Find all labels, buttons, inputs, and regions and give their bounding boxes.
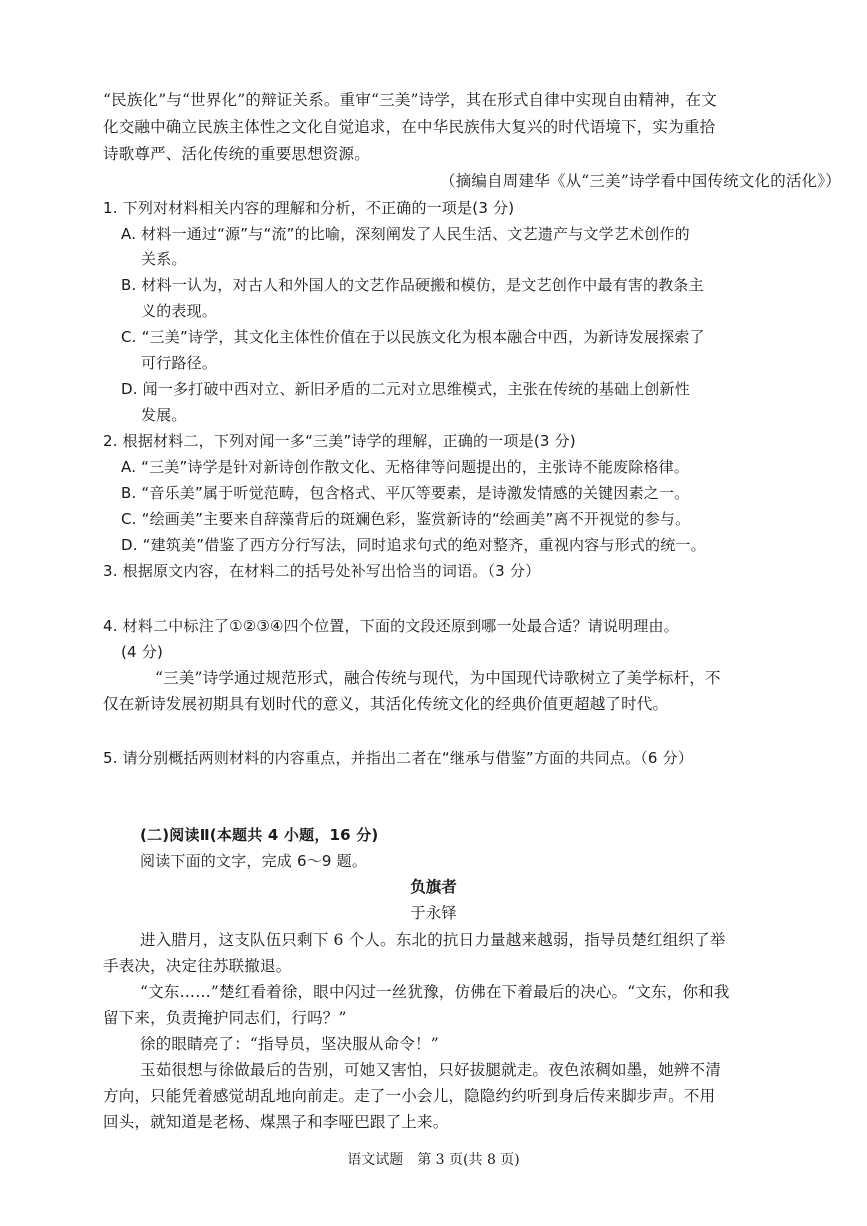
question-2-option-b: B. “音乐美”属于听觉范畴，包含格式、平仄等要素，是诗激发情感的关键因素之一。 — [121, 484, 690, 502]
question-5: 5. 请分别概括两则材料的内容重点，并指出二者在“继承与借鉴”方面的共同点。（6 分） — [103, 749, 694, 767]
story-paragraph-line: 留下来，负责掩护同志们，行吗？” — [103, 1009, 347, 1027]
story-paragraph-line: “文东……”楚红看着徐，眼中闪过一丝犹豫，仿佛在下着最后的决心。“文东，你和我 — [140, 983, 730, 1001]
story-paragraph-line: 手表决，决定往苏联撤退。 — [103, 957, 292, 975]
question-2-option-a: A. “三美”诗学是针对新诗创作散文化、无格律等问题提出的，主张诗不能废除格律。 — [121, 458, 690, 476]
question-2-option-d: D. “建筑美”借鉴了西方分行写法，同时追求句式的绝对整齐，重视内容与形式的统一。 — [121, 536, 706, 554]
question-1-option-c: C. “三美”诗学，其文化主体性价值在于以民族文化为根本融合中西，为新诗发展探索了 — [121, 328, 705, 346]
question-2-stem: 2. 根据材料二，下列对闻一多“三美”诗学的理解，正确的一项是(3 分) — [103, 432, 576, 450]
section-heading: (二)阅读Ⅱ(本题共 4 小题，16 分) — [140, 826, 379, 844]
story-paragraph-line: 玉茹很想与徐做最后的告别，可她又害怕，只好拔腿就走。夜色浓稠如墨，她辨不清 — [140, 1061, 721, 1079]
question-1-option-b: B. 材料一认为，对古人和外国人的文艺作品硬搬和模仿，是文艺创作中最有害的教条主 — [121, 276, 704, 294]
material-text-line: 诗歌尊严、活化传统的重要思想资源。 — [103, 145, 370, 163]
question-4-score: (4 分) — [121, 643, 164, 661]
story-paragraph-line: 进入腊月，这支队伍只剩下 6 个人。东北的抗日力量越来越弱，指导员楚红组织了举 — [140, 931, 726, 949]
material-text-line: 化交融中确立民族主体性之文化自觉追求，在中华民族伟大复兴的时代语境下，实为重拾 — [103, 118, 716, 136]
question-1-stem: 1. 下列对材料相关内容的理解和分析，不正确的一项是(3 分) — [103, 199, 515, 217]
story-title: 负旗者 — [410, 878, 457, 896]
question-1-option-b-cont: 义的表现。 — [141, 302, 218, 320]
story-paragraph-line: 徐的眼睛亮了：“指导员，坚决服从命令！” — [140, 1035, 439, 1053]
material-source: （摘编自周建华《从“三美”诗学看中国传统文化的活化》） — [440, 172, 841, 190]
story-paragraph-line: 方向，只能凭着感觉胡乱地向前走。走了一小会儿，隐隐约约听到身后传来脚步声。不用 — [103, 1087, 716, 1105]
question-3: 3. 根据原文内容，在材料二的括号处补写出恰当的词语。（3 分） — [103, 562, 541, 580]
page-footer: 语文试题 第 3 页(共 8 页) — [347, 1152, 520, 1168]
story-paragraph-line: 回头，就知道是老杨、煤黑子和李哑巴跟了上来。 — [103, 1113, 449, 1131]
question-1-option-a: A. 材料一通过“源”与“流”的比喻，深刻阐发了人民生活、文艺遗产与文学艺术创作的 — [121, 225, 690, 243]
material-text-line: “民族化”与“世界化”的辩证关系。重审“三美”诗学，其在形式自律中实现自由精神，在文 — [103, 91, 717, 109]
question-4-passage-line: 仅在新诗发展初期具有划时代的意义，其活化传统文化的经典价值更超越了时代。 — [103, 695, 669, 713]
question-1-option-c-cont: 可行路径。 — [141, 354, 218, 372]
section-instruction: 阅读下面的文字，完成 6～9 题。 — [140, 852, 368, 870]
story-author: 于永铎 — [410, 904, 457, 922]
question-2-option-c: C. “绘画美”主要来自辞藻背后的斑斓色彩，鉴赏新诗的“绘画美”离不开视觉的参与。 — [121, 510, 691, 528]
question-1-option-a-cont: 关系。 — [141, 250, 187, 268]
question-4-stem: 4. 材料二中标注了①②③④四个位置，下面的文段还原到哪一处最合适？请说明理由。 — [103, 617, 679, 635]
question-4-passage-line: “三美”诗学通过规范形式，融合传统与现代，为中国现代诗歌树立了美学标杆，不 — [155, 669, 721, 687]
question-1-option-d: D. 闻一多打破中西对立、新旧矛盾的二元对立思维模式，主张在传统的基础上创新性 — [121, 380, 690, 398]
question-1-option-d-cont: 发展。 — [141, 406, 187, 424]
